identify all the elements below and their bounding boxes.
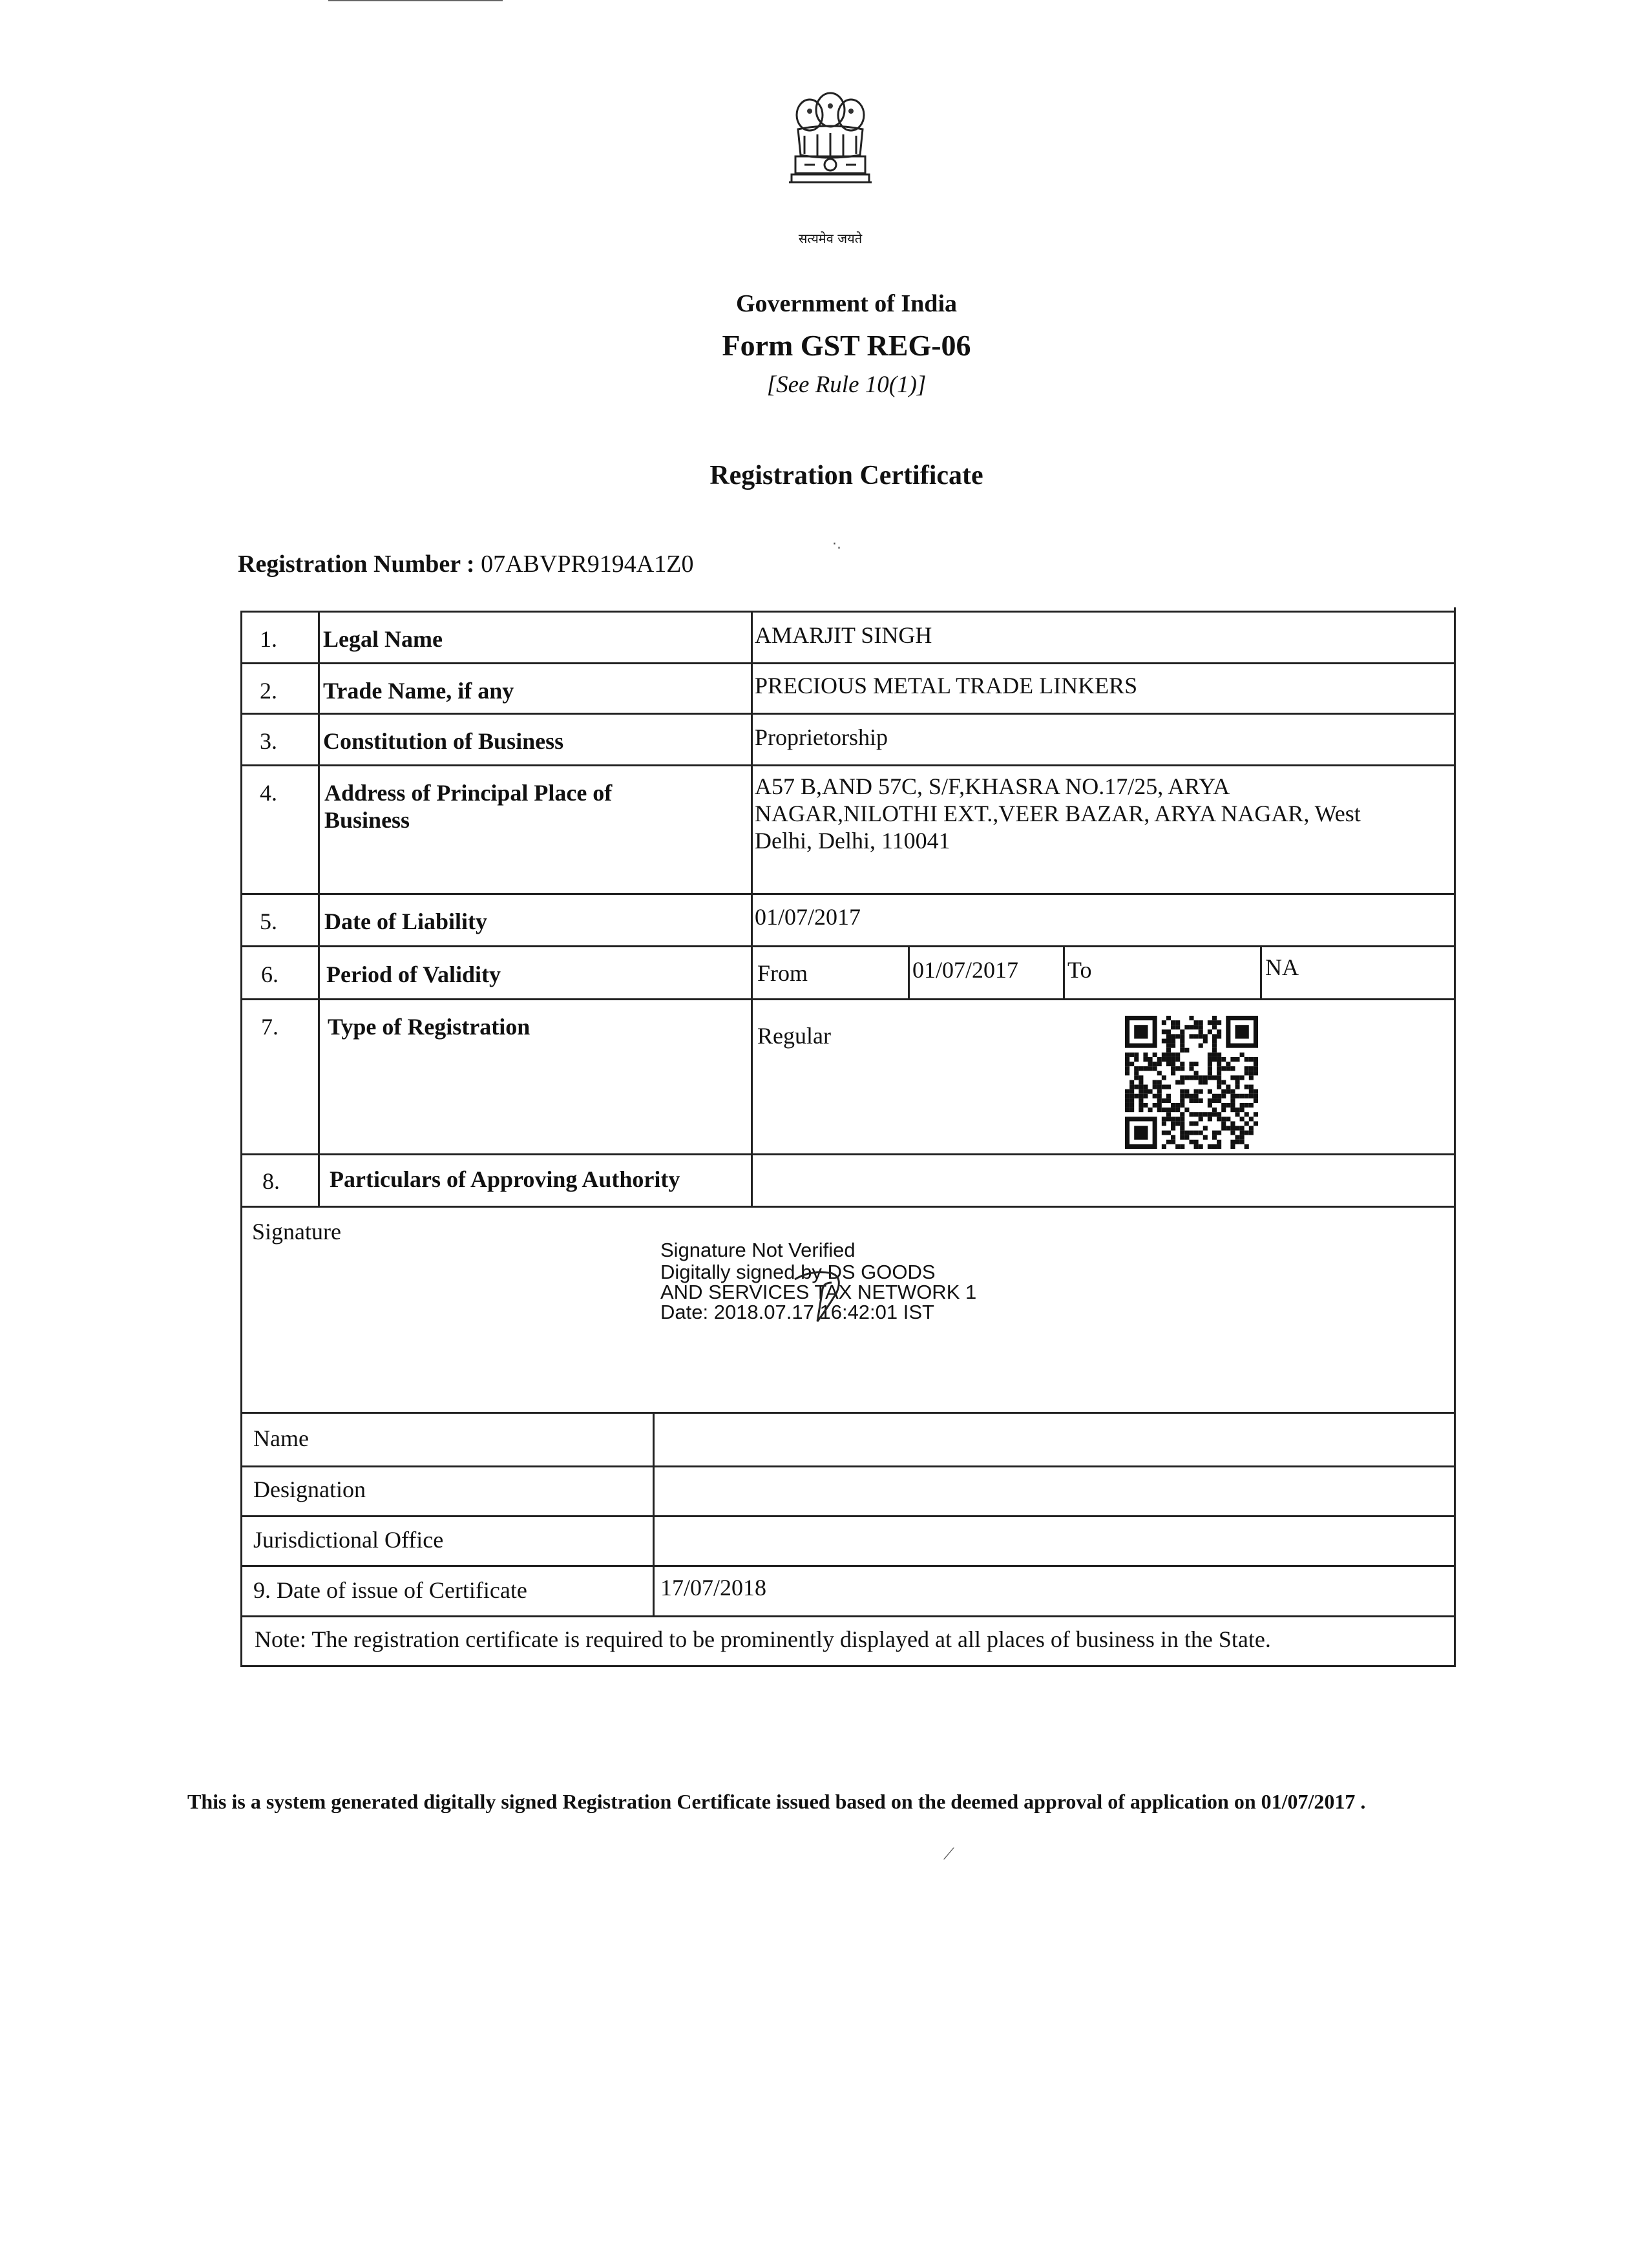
display-note: Note: The registration certificate is required to be prominently displayed at all places of business in the State. [255,1626,1271,1652]
legal-name-value: AMARJIT SINGH [755,622,932,648]
row-number: 3. [260,728,277,754]
constitution-label: Constitution of Business [323,728,564,754]
period-of-validity-label: Period of Validity [326,961,501,987]
form-title: Form GST REG-06 [722,329,971,362]
address-value-line2: NAGAR,NILOTHI EXT.,VEER BAZAR, ARYA NAGAR, West [755,801,1361,826]
trade-name-label: Trade Name, if any [323,678,514,704]
signature-date: Date: 2018.07.17 16:42:01 IST [660,1301,934,1323]
certificate-title: Registration Certificate [709,461,983,490]
emblem-motto: सत्यमेव जयते [798,231,863,246]
row-number: 4. [260,780,277,806]
system-generated-footer: This is a system generated digitally signed Registration Certificate issued based on the deemed approval of application on 01/07/2017 . [187,1790,1366,1813]
qr-code [1125,1016,1258,1149]
registration-number-label: Registration Number : [238,551,475,578]
signature-signer-line2: AND SERVICES TAX NETWORK 1 [660,1281,977,1303]
constitution-value: Proprietorship [755,724,888,750]
government-heading: Government of India [736,290,957,317]
row-number: 6. [261,961,278,987]
row-number: 5. [260,908,277,934]
validity-from-value: 01/07/2017 [912,957,1019,983]
address-value-line3: Delhi, Delhi, 110041 [755,828,951,854]
address-value-line1: A57 B,AND 57C, S/F,KHASRA NO.17/25, ARYA [755,773,1230,799]
national-emblem-icon [779,84,882,233]
date-of-issue-value: 17/07/2018 [660,1575,767,1601]
registration-number-line [238,550,693,578]
date-of-liability-value: 01/07/2017 [755,904,861,930]
row-number: 1. [260,626,277,652]
date-of-issue-label: 9. Date of issue of Certificate [253,1577,527,1603]
validity-to-label: To [1067,957,1092,983]
authority-name-label: Name [253,1425,309,1451]
type-of-registration-label: Type of Registration [328,1014,530,1040]
registration-number-value: 07ABVPR9194A1Z0 [481,551,694,578]
scan-edge-line [328,0,503,1]
validity-from-label: From [757,960,808,986]
row-number: 8. [262,1168,280,1194]
signature-signer-line1: Digitally signed by DS GOODS [660,1261,936,1283]
address-label-line1: Address of Principal Place of [324,780,613,806]
address-label-line2: Business [324,807,410,833]
rule-reference: [See Rule 10(1)] [766,372,927,398]
scan-speck: ⟋ [943,1845,954,1863]
trade-name-value: PRECIOUS METAL TRADE LINKERS [755,673,1138,698]
verification-tick-mark [792,1244,869,1341]
row-number: 2. [260,678,277,704]
authority-designation-label: Designation [253,1476,366,1502]
approving-authority-label: Particulars of Approving Authority [330,1166,680,1192]
date-of-liability-label: Date of Liability [324,908,487,934]
jurisdictional-office-label: Jurisdictional Office [253,1527,444,1553]
row-number: 7. [261,1014,278,1040]
legal-name-label: Legal Name [323,626,443,652]
validity-to-value: NA [1265,954,1299,980]
scan-speck: ·. [832,536,841,552]
signature-label: Signature [252,1219,341,1244]
type-of-registration-value: Regular [757,1023,831,1049]
signature-status: Signature Not Verified [660,1239,856,1261]
